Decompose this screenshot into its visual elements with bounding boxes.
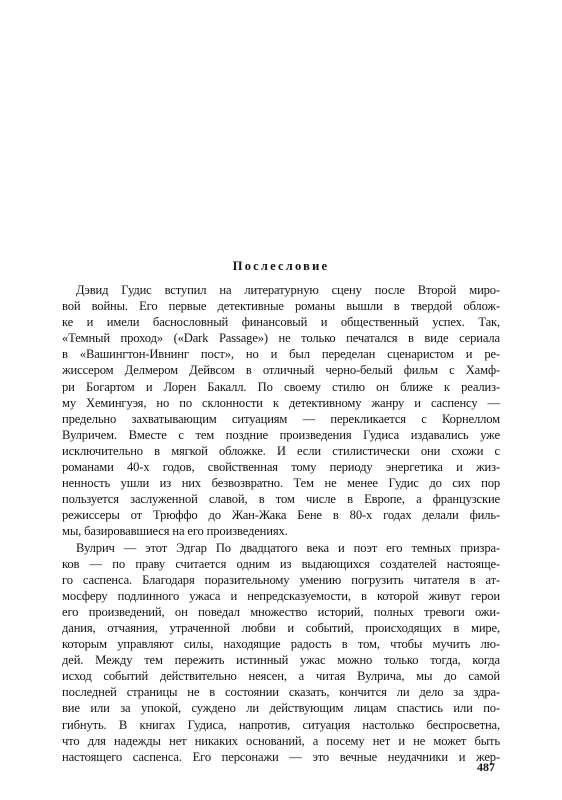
text-line: в «Вашингтон-Ивнинг пост», но и был переделан сценаристом и ре- [62,347,500,362]
text-line: мосферу подлинного ужаса и непредсказуемости, в которой живут герои [62,588,500,603]
text-line: романами 40-х годов, свойственная тому периоду энергетика и жиз- [62,460,500,475]
text-line: режиссеры от Трюффо до Жан-Жака Бене в 80-х годах делали филь- [62,508,500,523]
paragraph-1 [62,282,500,540]
text-line: Вулрич — этот Эдгар По двадцатого века и поэт его темных призра- [76,540,500,555]
text-line: Дэвид Гудис вступил на литературную сцену после Второй миро- [76,283,500,297]
text-line: дания, отчаяния, утраченной любви и событий, происходящих в мире, [62,620,500,635]
text-line: исход событий действительно неясен, а читая Вулрича, мы до самой [62,669,500,684]
text-line: которым управляют силы, находящие радость в том, чтобы мучить лю- [62,637,500,652]
text-line: гибнуть. В книгах Гудиса, напротив, ситуация настолько беспросветна, [62,717,500,732]
text-line: его произведений, он поведал множество историй, полных тревоги ожи- [62,604,500,619]
paragraph-2 [62,540,500,765]
text-line: жиссером Делмером Дейвсом в отличный черно-белый фильм с Хамф- [62,363,500,378]
text-line: дей. Между тем пережить истинный ужас можно только тогда, когда [62,653,500,668]
text-line: «Темный проход» («Dark Passage») не только печатался в виде сериала [62,331,500,346]
text-line: предельно захватывающим ситуациям — перекликается с Корнеллом [62,411,500,426]
text-line: ке и имели баснословный финансовый и общественный успех. Так, [62,315,500,330]
text-line: Вулричем. Вместе с тем поздние произведения Гудиса издавались уже [62,427,500,442]
body-text [62,282,500,765]
text-line: настоящего саспенса. Его персонажи — это вечные неудачники и жер- [62,749,500,764]
text-line: мы, базировавшиеся на его произведениях. [62,524,288,539]
page-number: 487 [477,760,495,774]
text-line: му Хемингуэя, но по склонности к детективному жанру и саспенсу — [62,395,500,410]
text-line: что для надежды нет никаких оснований, а посему нет и не может быть [62,733,500,748]
text-line: ри Богартом и Лорен Бакалл. По своему стилю он ближе к реализ- [62,379,500,394]
text-line: го саспенса. Благодаря поразительному умению погрузить читателя в ат- [62,572,500,587]
text-line: пользуется заслуженной славой, в том числе в Европе, а французские [62,492,500,507]
text-line: вой войны. Его первые детективные романы вышли в твердой облож- [62,299,500,314]
text-line: исключительно в мягкой обложке. И если стилистически они схожи с [62,443,500,458]
text-line: вие или за упокой, суждено ли действующим лицам спастись или по- [62,701,500,716]
chapter-heading: Послесловие [232,259,330,273]
text-line: ненность ушли из них безвозвратно. Тем не менее Гудис до сих пор [62,476,500,491]
text-line: ков — по праву считается одним из выдающихся создателей настояще- [62,556,500,571]
text-line: последней страницы не в состоянии сказать, кончится ли дело за здра- [62,685,500,700]
